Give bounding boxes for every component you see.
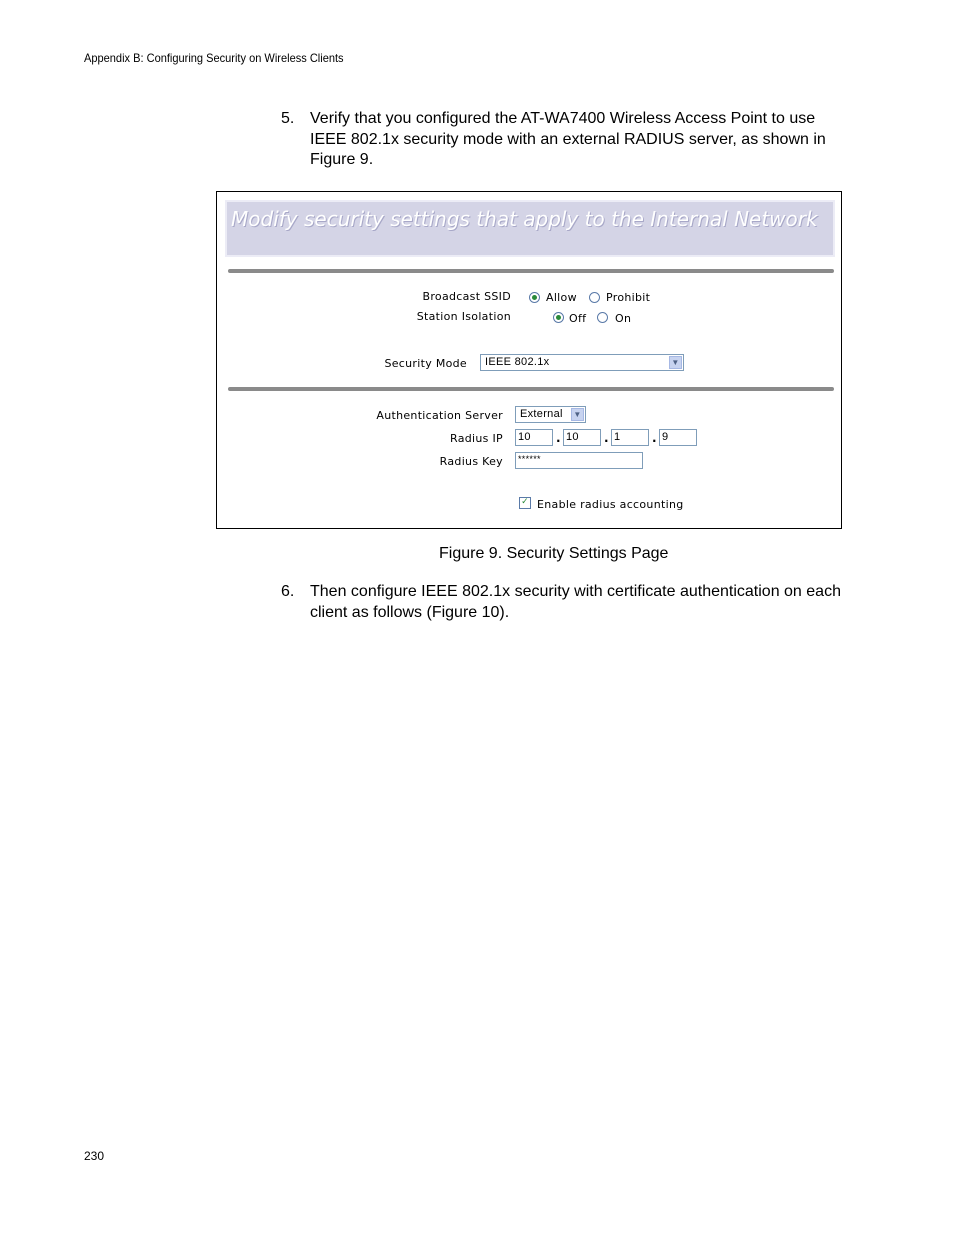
radius-ip-octet-4[interactable]: 9 [659,429,697,446]
banner-title: Modify security settings that apply to the Internal Network [231,207,818,231]
section-divider [228,387,834,391]
checkmark-icon: ✓ [521,497,529,507]
station-isolation-off-radio[interactable] [553,312,564,323]
broadcast-ssid-allow-label: Allow [546,291,577,304]
radius-ip-label: Radius IP [450,432,503,445]
station-isolation-on-label: On [615,312,632,325]
security-mode-value: IEEE 802.1x [485,356,550,368]
ip-separator: . [652,431,657,445]
step-number: 6. [281,583,295,600]
step-text: Verify that you configured the AT-WA7400 Wireless Access Point to use IEEE 802.1x security mode with an external RADIUS server, as shown in Figure 9. [310,110,826,168]
radius-ip-octet-2[interactable]: 10 [563,429,601,446]
running-header: Appendix B: Configuring Security on Wireless Clients [84,51,344,65]
security-mode-select[interactable] [480,354,684,371]
station-isolation-label: Station Isolation [416,310,511,323]
authentication-server-label: Authentication Server [376,409,503,422]
security-settings-figure [216,191,842,529]
authentication-server-select[interactable] [515,406,586,423]
security-mode-label: Security Mode [384,357,467,370]
radius-key-input[interactable]: ****** [515,452,643,469]
broadcast-ssid-prohibit-label: Prohibit [606,291,651,304]
section-divider [228,269,834,273]
page-number: 230 [84,1149,105,1163]
settings-banner [225,200,835,257]
radius-accounting-checkbox[interactable] [519,497,531,509]
chevron-down-icon[interactable]: ▼ [669,356,682,369]
figure-caption: Figure 9. Security Settings Page [439,545,669,562]
authentication-server-value: External [520,408,563,420]
radius-key-label: Radius Key [439,455,503,468]
radius-accounting-label: Enable radius accounting [537,498,684,511]
station-isolation-on-radio[interactable] [597,312,608,323]
radius-ip-octet-1[interactable]: 10 [515,429,553,446]
ip-separator: . [556,431,561,445]
station-isolation-off-label: Off [569,312,587,325]
broadcast-ssid-prohibit-radio[interactable] [589,292,600,303]
radius-ip-octet-3[interactable]: 1 [611,429,649,446]
ip-separator: . [604,431,609,445]
broadcast-ssid-label: Broadcast SSID [422,290,511,303]
step-text: Then configure IEEE 802.1x security with certificate authentication on each client as follows (Figure 10). [310,583,841,621]
chevron-down-icon[interactable]: ▼ [571,408,584,421]
broadcast-ssid-allow-radio[interactable] [529,292,540,303]
step-number: 5. [281,110,295,127]
